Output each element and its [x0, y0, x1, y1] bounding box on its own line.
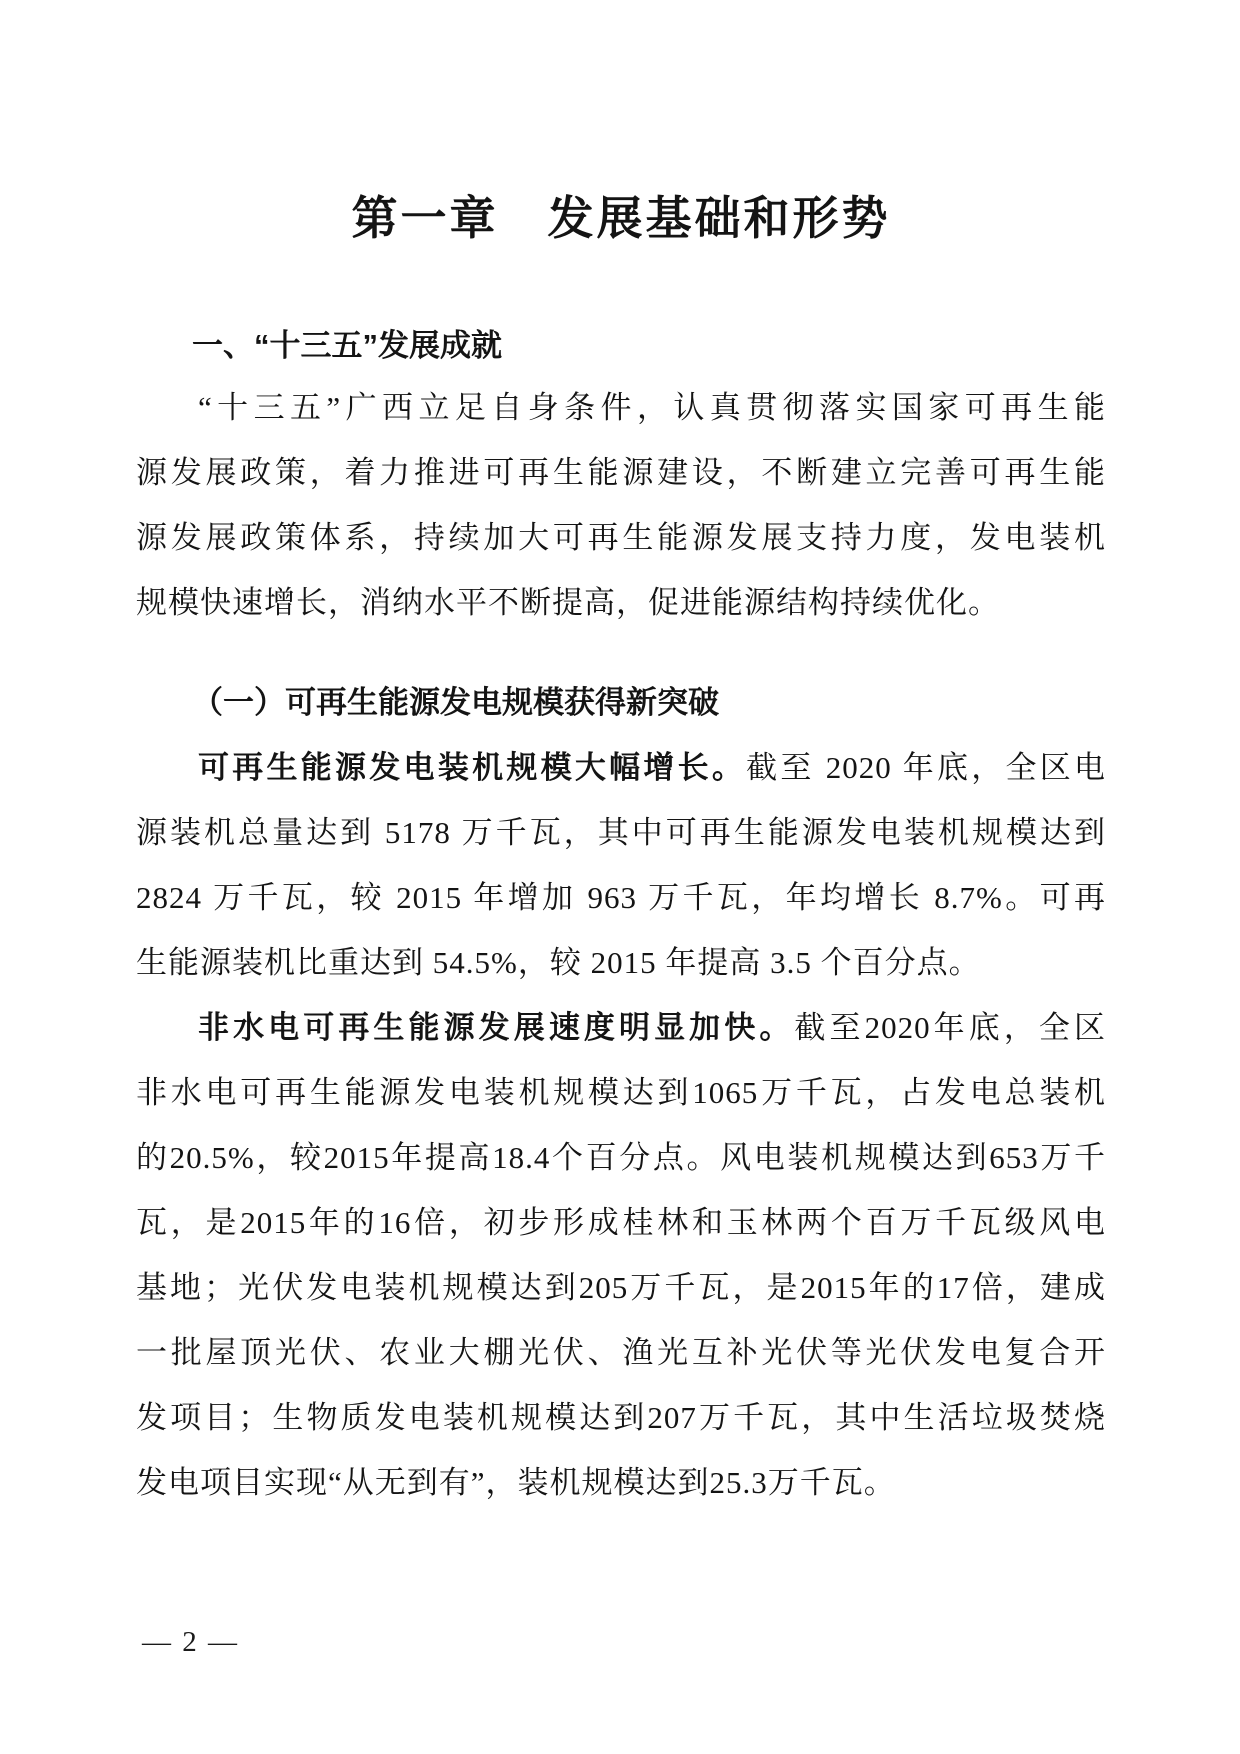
text-line — [136, 995, 1106, 1060]
subsection-heading-renewable-breakthrough: （一）可再生能源发电规模获得新突破 — [192, 685, 719, 720]
body-text: 发电项目实现“从无到有”，装机规模达到25.3万千瓦。 — [136, 1465, 896, 1500]
body-text: 发项目；生物质发电装机规模达到207万千瓦，其中生活垃圾焚烧 — [136, 1400, 1106, 1435]
bold-lead-text: 可再生能源发电装机规模大幅增长。 — [198, 750, 747, 785]
text-line — [136, 930, 1106, 995]
body-text: 源发展政策体系，持续加大可再生能源发展支持力度，发电装机 — [136, 520, 1106, 555]
body-text: 一批屋顶光伏、农业大棚光伏、渔光互补光伏等光伏发电复合开 — [136, 1335, 1106, 1370]
paragraph-thirteenth-five-overview — [136, 375, 1106, 635]
text-line — [136, 1255, 1106, 1320]
text-line — [136, 570, 1106, 635]
body-text: 瓦，是2015年的16倍，初步形成桂林和玉林两个百万千瓦级风电 — [136, 1205, 1106, 1240]
body-text: 非水电可再生能源发电装机规模达到1065万千瓦，占发电总装机 — [136, 1075, 1106, 1110]
text-line — [136, 1190, 1106, 1255]
text-line — [136, 865, 1106, 930]
text-line — [136, 1125, 1106, 1190]
text-line — [136, 1320, 1106, 1385]
text-line — [136, 440, 1106, 505]
body-text: “十三五”广西立足自身条件，认真贯彻落实国家可再生能 — [198, 390, 1106, 425]
paragraph-non-hydro-acceleration — [136, 995, 1106, 1515]
text-line — [136, 1060, 1106, 1125]
body-text: 规模快速增长，消纳水平不断提高，促进能源结构持续优化。 — [136, 585, 1000, 620]
chapter-title: 第一章 发展基础和形势 — [351, 193, 891, 244]
text-line — [136, 800, 1106, 865]
page-content — [136, 0, 1106, 1515]
body-text: 2824 万千瓦，较 2015 年增加 963 万千瓦，年均增长 8.7%。可再 — [136, 880, 1106, 915]
text-line — [136, 1385, 1106, 1450]
text-line — [136, 735, 1106, 800]
body-text: 截至2020年底，全区 — [794, 1010, 1107, 1045]
paragraph-renewable-capacity-growth — [136, 735, 1106, 995]
body-text: 的20.5%，较2015年提高18.4个百分点。风电装机规模达到653万千 — [136, 1140, 1106, 1175]
body-text: 源装机总量达到 5178 万千瓦，其中可再生能源发电装机规模达到 — [136, 815, 1106, 850]
text-line — [136, 1450, 1106, 1515]
body-text: 生能源装机比重达到 54.5%，较 2015 年提高 3.5 个百分点。 — [136, 945, 981, 980]
bold-lead-text: 非水电可再生能源发展速度明显加快。 — [198, 1010, 795, 1045]
body-text: 截至 2020 年底，全区电 — [746, 750, 1107, 785]
section-heading-thirteenth-five-achievements: 一、“十三五”发展成就 — [192, 328, 502, 363]
page-number: — 2 — — [142, 1626, 239, 1658]
body-text: 源发展政策，着力推进可再生能源建设，不断建立完善可再生能 — [136, 455, 1106, 490]
text-line — [136, 505, 1106, 570]
body-text: 基地；光伏发电装机规模达到205万千瓦，是2015年的17倍，建成 — [136, 1270, 1106, 1305]
text-line — [136, 375, 1106, 440]
